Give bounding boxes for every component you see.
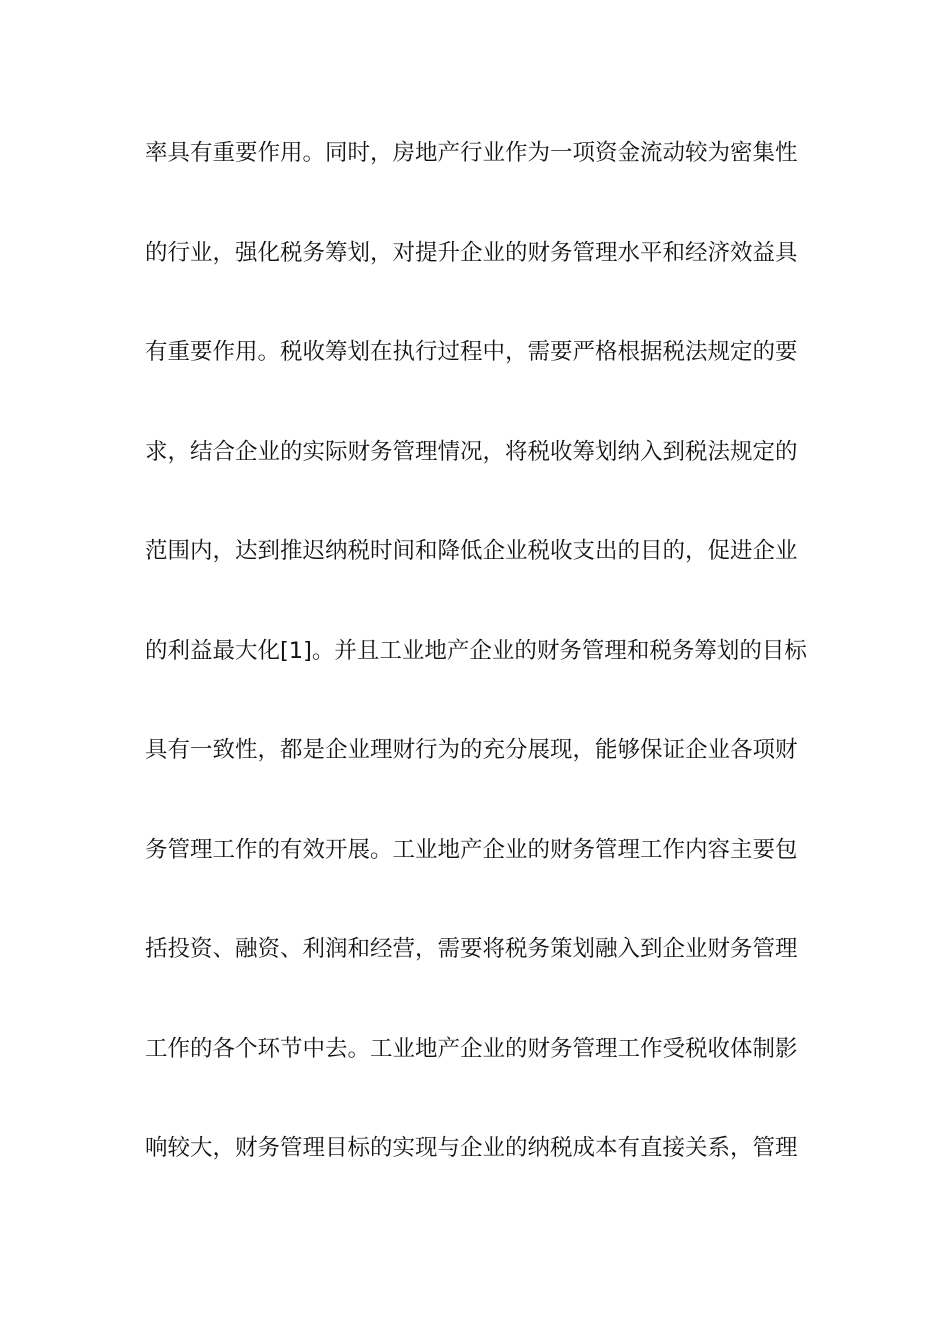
text-line: 求，结合企业的实际财务管理情况，将税收筹划纳入到税法规定的 [145, 438, 798, 465]
text-line: 具有一致性，都是企业理财行为的充分展现，能够保证企业各项财 [145, 737, 798, 763]
text-line: 率具有重要作用。同时，房地产行业作为一项资金流动较为密集性 [145, 140, 798, 166]
text-line: 响较大，财务管理目标的实现与企业的纳税成本有直接关系，管理 [145, 1135, 798, 1161]
text-line: 有重要作用。税收筹划在执行过程中，需要严格根据税法规定的要 [145, 339, 798, 365]
text-line: 工作的各个环节中去。工业地产企业的财务管理工作受税收体制影 [145, 1035, 798, 1062]
text-line: 的利益最大化[1]。并且工业地产企业的财务管理和税务筹划的目标 [145, 637, 807, 664]
text-line: 括投资、融资、利润和经营，需要将税务策划融入到企业财务管理 [145, 936, 798, 962]
text-line: 务管理工作的有效开展。工业地产企业的财务管理工作内容主要包 [145, 836, 798, 863]
text-line: 范围内，达到推迟纳税时间和降低企业税收支出的目的，促进企业 [145, 538, 798, 564]
body-text [145, 130, 805, 1225]
text-line: 的行业，强化税务筹划，对提升企业的财务管理水平和经济效益具 [145, 239, 798, 266]
